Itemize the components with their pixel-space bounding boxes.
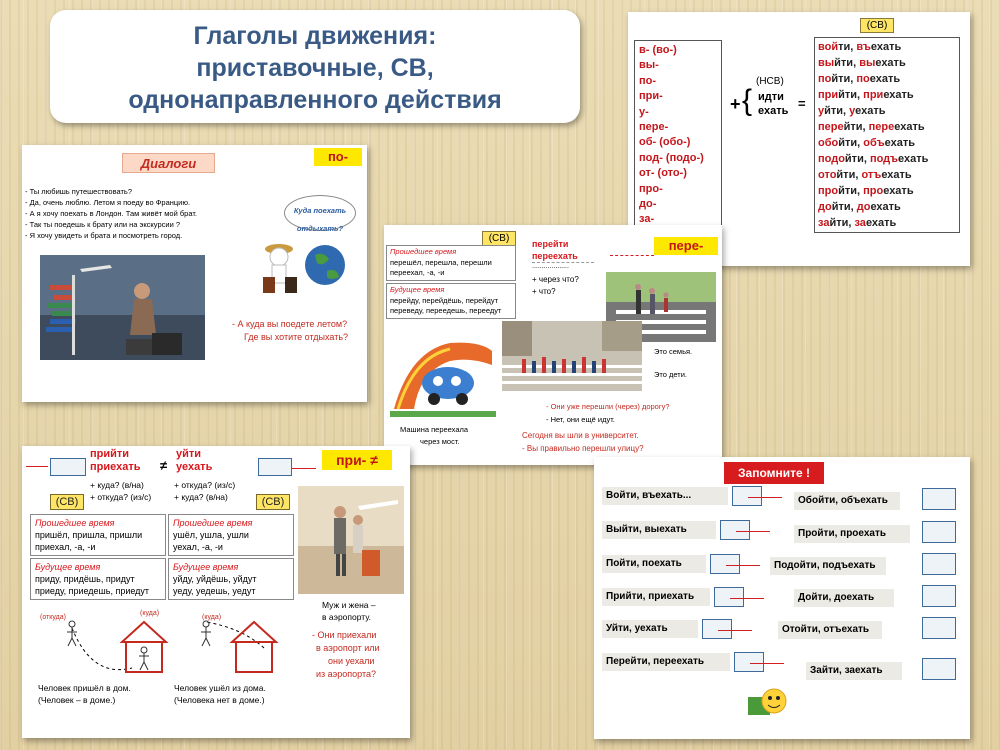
- remember-right-box: [922, 488, 956, 510]
- plus-sign: +: [730, 94, 741, 114]
- result-part: у: [849, 105, 856, 117]
- remember-left-label: Войти, въехать...: [602, 487, 728, 505]
- future-line: приду, придёшь, придут: [35, 574, 135, 584]
- remember-left-label: Уйти, уехать: [602, 620, 698, 638]
- equals-sign: =: [798, 96, 806, 111]
- result-part: ехать: [875, 57, 906, 69]
- airport-cap-1: Муж и жена –: [322, 600, 376, 610]
- result-row: [818, 135, 956, 151]
- airport-cap-5: они уехали: [328, 656, 375, 666]
- kuda-label-left: (куда): [140, 610, 160, 617]
- result-part: пере: [818, 121, 844, 133]
- result-part: отъ: [861, 169, 882, 181]
- result-part: объ: [863, 137, 885, 149]
- result-row: [818, 167, 956, 183]
- remember-right-box: [922, 553, 956, 575]
- cap-left: [38, 682, 131, 706]
- right-arrow: [292, 468, 316, 469]
- remember-left-box: [702, 619, 732, 639]
- dialog-header: Диалоги: [122, 153, 215, 173]
- pere-verbs: [532, 238, 594, 263]
- title-slide: [50, 10, 580, 123]
- result-row: [818, 71, 956, 87]
- traveler-image: [40, 255, 205, 360]
- future-label: Будущее время: [173, 562, 239, 572]
- remember-right-box: [922, 617, 956, 639]
- result-part: ехать: [894, 121, 925, 133]
- sv-label-left: (СВ): [50, 494, 84, 510]
- left-target-box: [50, 458, 86, 476]
- smiley-image: [744, 681, 792, 721]
- remember-left-label: Выйти, выехать: [602, 521, 716, 539]
- result-part: йти,: [829, 217, 855, 229]
- remember-left-label: Прийти, приехать: [602, 588, 710, 606]
- result-part: ти,: [838, 41, 857, 53]
- past-line: перешёл, перешла, перешли: [390, 257, 492, 267]
- pere-dialog-4: - Вы правильно перешли улицу?: [522, 444, 644, 453]
- verb-pereyti: перейти: [532, 239, 569, 249]
- result-part: йти,: [831, 201, 857, 213]
- pri-tag: при- ≠: [322, 450, 392, 470]
- remember-right-label: Дойти, доехать: [794, 589, 894, 607]
- result-part: ехать: [855, 105, 886, 117]
- result-part: ехать: [870, 201, 901, 213]
- prefix-item: пере-: [639, 121, 669, 134]
- prefix-item: вы-: [639, 59, 659, 72]
- result-row: [818, 183, 956, 199]
- result-part: за: [818, 217, 830, 229]
- remember-right-label: Пройти, проехать: [794, 525, 910, 543]
- remember-right-label: Подойти, подъехать: [770, 557, 886, 575]
- pri-slide: [22, 446, 410, 738]
- pere-dialog-3: Сегодня вы шли в университет.: [522, 431, 639, 440]
- remember-right-label: Отойти, отъехать: [778, 621, 882, 639]
- pere-q1: + через что?: [532, 275, 579, 284]
- prefix-item: об- (обо-): [639, 136, 691, 149]
- result-list: [814, 37, 960, 233]
- result-row: [818, 119, 956, 135]
- idti-label: идти: [758, 91, 784, 103]
- result-part: ехать: [884, 137, 916, 149]
- result-part: до: [856, 201, 871, 213]
- result-part: йти,: [836, 169, 862, 181]
- ekhat-label: ехать: [758, 105, 789, 117]
- cap-right-line: (Человека нет в доме.): [174, 695, 265, 705]
- result-part: ехать: [881, 169, 912, 181]
- q-right-1: + откуда? (из/с): [174, 480, 236, 490]
- verb-uekhat: уехать: [176, 461, 213, 473]
- result-part: йти,: [834, 57, 860, 69]
- car-caption-text: Машина переехала: [400, 425, 469, 434]
- q-left-1: + куда? (в/на): [90, 480, 144, 490]
- past-line: уехал, -а, -и: [173, 542, 223, 552]
- title-line-2: приставочные, СВ,: [196, 54, 434, 82]
- sv-label-right: (СВ): [256, 494, 290, 510]
- result-part: ехать: [869, 73, 901, 85]
- q-left-2: + откуда? (из/с): [90, 492, 152, 502]
- result-part: ехать: [870, 41, 902, 53]
- verb-pereekhat: переехать: [532, 251, 578, 261]
- airport-cap-3: - Они приехали: [312, 630, 377, 640]
- verb-uyti: уйти: [176, 448, 202, 460]
- past-line: ушёл, ушла, ушли: [173, 530, 249, 540]
- past-line: приехал, -а, -и: [35, 542, 96, 552]
- dialog-lines: [25, 186, 275, 241]
- right-past-cell: [168, 514, 294, 556]
- remember-left-label: Перейти, переехать: [602, 653, 730, 671]
- result-part: вой: [818, 41, 839, 53]
- result-part: при: [818, 89, 839, 101]
- result-part: йти,: [844, 153, 870, 165]
- future-line: уеду, уедешь, уедут: [173, 586, 256, 596]
- result-part: подъ: [869, 153, 899, 165]
- remember-right-box: [922, 658, 956, 680]
- prefix-list: [634, 40, 722, 232]
- prefix-item: у-: [639, 105, 649, 118]
- remember-left-arrow: [718, 630, 752, 631]
- cap-left-line: Человек пришёл в дом.: [38, 683, 131, 693]
- past-label: Прошедшее время: [35, 518, 115, 528]
- family-caption: Это семья.: [654, 347, 693, 356]
- result-part: до: [818, 201, 832, 213]
- house-diagram-left: [32, 618, 172, 678]
- result-row: [818, 151, 956, 167]
- pere-dialog-1: - Они уже перешли (через) дорогу?: [546, 402, 670, 411]
- pri-verbs-right: [176, 448, 212, 474]
- airport-cap-4: в аэропорт или: [316, 643, 380, 653]
- pere-dots: ...................: [532, 263, 569, 270]
- future-block: [386, 283, 516, 319]
- pere-tag: пере-: [654, 237, 718, 255]
- title-line-1: Глаголы движения:: [193, 22, 437, 50]
- remember-left-box: [714, 587, 744, 607]
- airport-cap-2: в аэропорту.: [322, 612, 372, 622]
- dialog-line: - Да, очень люблю. Летом я поеду во Францию.: [25, 198, 191, 207]
- past-line: переехал, -а, -и: [390, 268, 445, 277]
- right-future-cell: [168, 558, 294, 600]
- result-part: йти,: [838, 137, 864, 149]
- prefix-item: за-: [639, 213, 655, 226]
- remember-left-box: [732, 486, 762, 506]
- result-part: ехать: [898, 153, 929, 165]
- q-right-2: + куда? (в/на): [174, 492, 228, 502]
- left-future-cell: [30, 558, 166, 600]
- brace: {: [742, 84, 753, 117]
- result-part: про: [863, 185, 884, 197]
- kuda-label-right: (куда): [202, 614, 222, 621]
- result-part: обо: [818, 137, 839, 149]
- result-row: [818, 199, 956, 215]
- cap-left-line: (Человек – в доме.): [38, 695, 116, 705]
- future-label: Будущее время: [35, 562, 101, 572]
- result-row: [818, 215, 956, 231]
- prefix-item: под- (подо-): [639, 151, 704, 164]
- remember-left-label: Пойти, поехать: [602, 555, 706, 573]
- prefix-item: от- (ото-): [639, 167, 687, 180]
- remember-left-arrow: [748, 497, 782, 498]
- sv-label-pere: (СВ): [482, 231, 516, 246]
- result-part: подо: [818, 153, 845, 165]
- future-line: переведу, переедешь, переедут: [390, 306, 502, 315]
- future-label: Будущее время: [390, 285, 445, 294]
- children-caption: Это дети.: [654, 370, 688, 379]
- result-part: йти,: [838, 185, 864, 197]
- title-line-3: однонаправленного действия: [128, 86, 502, 114]
- otkuda-label: (откуда): [40, 614, 66, 621]
- dialog-line: - Так ты поедешь к брату или на экскурсии ?: [25, 220, 181, 229]
- remember-right-box: [922, 585, 956, 607]
- result-part: йти,: [838, 89, 864, 101]
- remember-right-box: [922, 521, 956, 543]
- result-part: при: [863, 89, 884, 101]
- right-target-box: [258, 458, 292, 476]
- bubble-text: Куда поехать отдыхать?: [293, 206, 347, 233]
- left-past-cell: [30, 514, 166, 556]
- car-caption-2: через мост.: [420, 437, 460, 446]
- result-part: вы: [818, 57, 835, 69]
- past-label: Прошедшее время: [173, 518, 253, 528]
- thought-bubble: [284, 195, 356, 231]
- remember-left-box: [710, 554, 740, 574]
- po-tag: по-: [314, 148, 362, 166]
- dialog-slide: [22, 145, 367, 402]
- past-block: [386, 245, 516, 281]
- sv-label: (СВ): [860, 18, 894, 33]
- result-part: у: [818, 105, 825, 117]
- remember-right-label: Обойти, объехать: [794, 492, 900, 510]
- result-part: про: [818, 185, 839, 197]
- car-caption-1: [400, 425, 468, 434]
- remember-left-box: [720, 520, 750, 540]
- result-part: въ: [856, 41, 871, 53]
- prefix-item: в- (во-): [639, 44, 677, 56]
- boy-globe-image: [257, 237, 352, 299]
- result-part: йти,: [843, 121, 869, 133]
- remember-header: Запомните !: [724, 462, 824, 484]
- children-crossing-image: [502, 321, 642, 391]
- pere-slide: [384, 225, 722, 465]
- neq-sign: ≠: [160, 458, 168, 473]
- nsv-label: (НСВ): [756, 76, 784, 87]
- verb-priyti: прийти: [90, 448, 130, 460]
- future-line: перейду, перейдёшь, перейдут: [390, 295, 499, 305]
- dialog-line: - А я хочу поехать в Лондон. Там живёт мой брат.: [25, 209, 198, 218]
- result-row: [818, 55, 956, 71]
- remember-left-arrow: [726, 565, 760, 566]
- result-part: йти,: [824, 105, 850, 117]
- result-part: пере: [868, 121, 895, 133]
- result-part: по: [818, 73, 832, 85]
- remember-slide: [594, 457, 970, 739]
- remember-left-box: [734, 652, 764, 672]
- result-row: [818, 39, 956, 55]
- remember-left-arrow: [750, 663, 784, 664]
- left-arrow: [26, 466, 48, 467]
- airport-cap-6: из аэропорта?: [316, 669, 376, 679]
- result-part: вы: [859, 57, 876, 69]
- future-line: уйду, уйдёшь, уйдут: [173, 574, 257, 584]
- result-part: ехать: [883, 89, 914, 101]
- question-1: - А куда вы поедете летом?: [232, 319, 348, 329]
- question-2: Где вы хотите отдыхать?: [244, 332, 349, 342]
- prefix-item: про-: [639, 182, 663, 195]
- airport-image: [298, 486, 404, 594]
- past-line: пришёл, пришла, пришли: [35, 530, 143, 540]
- dialog-line: - Ты любишь путешествовать?: [25, 187, 132, 196]
- prefix-item: при-: [639, 90, 663, 103]
- result-part: ехать: [865, 217, 897, 229]
- cap-right: [174, 682, 266, 706]
- pri-verbs-left: [90, 448, 140, 474]
- prefix-item: по-: [639, 74, 657, 87]
- remember-left-arrow: [736, 531, 770, 532]
- dialog-line: - Я хочу увидеть и брата и посмотреть город.: [25, 231, 183, 240]
- past-label: Прошедшее время: [390, 247, 457, 256]
- pere-q2: + что?: [532, 287, 556, 296]
- result-row: [818, 103, 956, 119]
- prefix-item: до-: [639, 198, 657, 211]
- verb-priekhat: приехать: [90, 461, 141, 473]
- future-line: приеду, приедешь, приедут: [35, 586, 150, 596]
- remember-right-label: Зайти, заехать: [806, 662, 902, 680]
- cap-right-line: Человек ушёл из дома.: [174, 683, 266, 693]
- remember-left-arrow: [730, 598, 764, 599]
- house-diagram-right: [172, 618, 302, 678]
- result-row: [818, 87, 956, 103]
- result-part: за: [854, 217, 866, 229]
- pere-dialog-2: - Нет, они ещё идут.: [546, 415, 615, 424]
- result-part: йти,: [831, 73, 857, 85]
- result-part: ехать: [883, 185, 914, 197]
- result-part: по: [856, 73, 870, 85]
- result-part: ото: [818, 169, 837, 181]
- pere-arrow-line: [610, 255, 654, 256]
- car-bridge-image: [390, 331, 496, 417]
